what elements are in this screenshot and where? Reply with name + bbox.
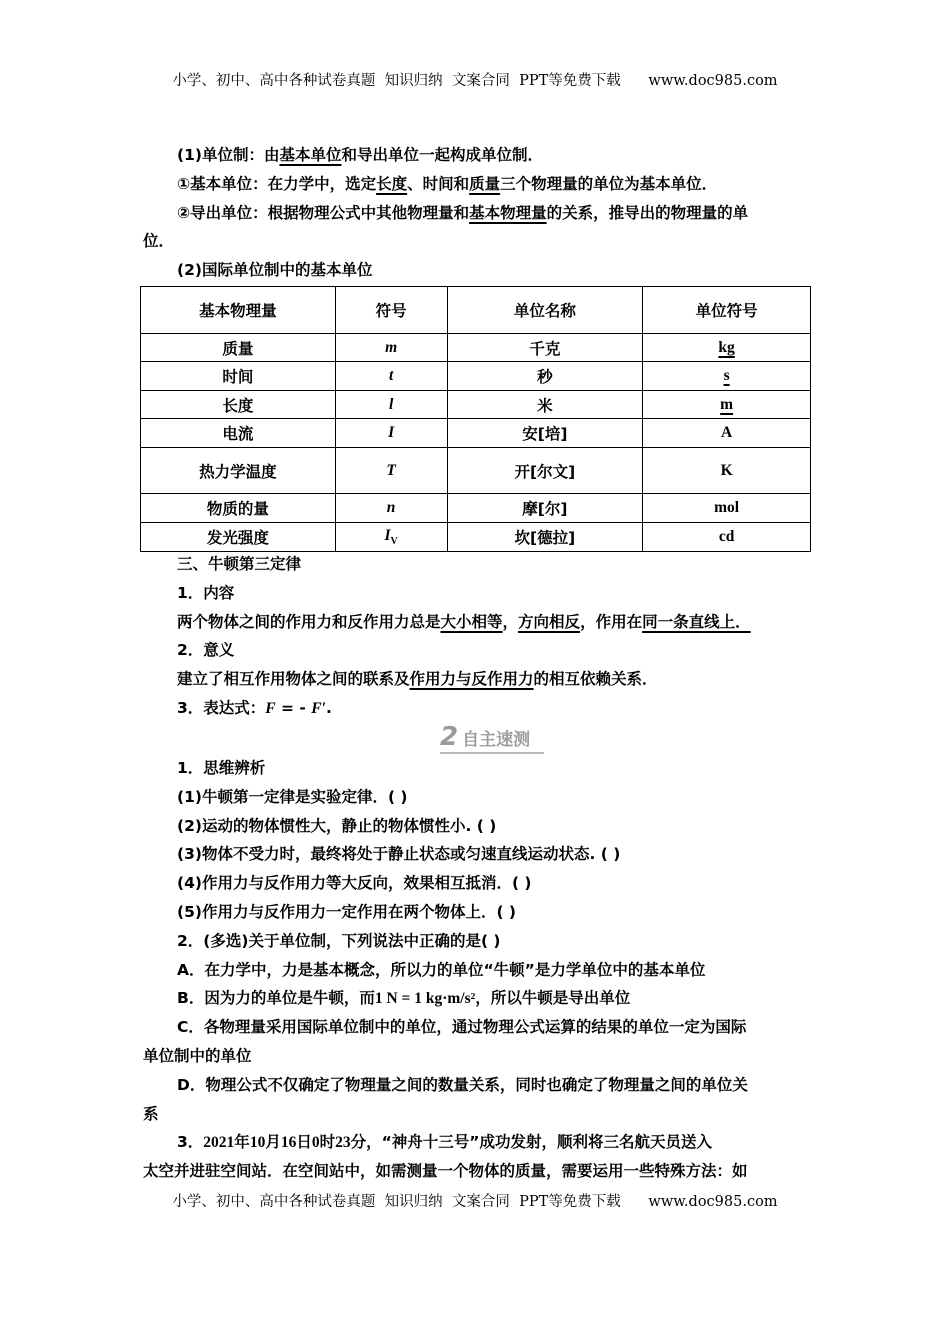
text-line [143,608,811,637]
text-segment: (2)国际单位制中的基本单位 [177,261,373,280]
unit-name-cell-text: 开[尔文] [514,462,576,481]
unit-name-cell-text: 坎[德拉] [514,529,576,547]
text-line [143,783,811,812]
unit-symbol-cell [643,523,811,552]
unit-symbol-cell [643,494,811,523]
unit-name-cell [447,448,643,494]
text-segment: ①基本单位：在力学中，选定 [177,174,377,193]
unit-name-cell [447,362,643,391]
underlined-answer: 质量 [469,174,501,193]
text-segment: 系 [143,1104,159,1123]
text-segment: 1 N = 1 kg·m/s² [374,990,476,1008]
unit-symbol-cell-text: m [720,395,734,413]
unit-name-cell [447,494,643,523]
underlined-answer: 基本物理量 [469,203,547,222]
table-row [141,419,811,448]
column-header: 符号 [335,287,447,334]
text-line [143,665,811,694]
unit-symbol-cell [643,391,811,419]
underlined-answer: 长度 [376,174,408,193]
text-segment: 位． [143,232,175,251]
si-base-units-table [140,286,811,552]
unit-name-cell-text: 摩[尔] [522,500,568,518]
text-segment: 10 [249,1134,266,1152]
text-segment: ，所以牛顿是导出单位 [475,989,631,1008]
text-line [143,1157,811,1186]
symbol-cell-text: I [384,526,391,544]
column-header: 单位名称 [447,287,643,334]
unit-name-cell [447,391,643,419]
text-line [143,984,811,1013]
symbol-cell [335,419,447,448]
text-segment: A．在力学中，力是基本概念，所以力的单位“牛顿”是力学单位中的基本单位 [177,960,706,979]
symbol-cell-text: T [386,461,396,479]
text-segment: 3． [177,1133,204,1152]
quantity-cell [141,362,336,391]
symbol-cell-text: t [388,367,394,384]
text-segment: 日 [296,1133,312,1152]
unit-symbol-cell-text: cd [718,528,735,545]
symbol-cell-text: l [388,395,394,413]
text-segment: (2)运动的物体惯性大，静止的物体惯性小. ( ) [177,816,497,835]
newton-third-law-section [143,550,811,723]
quantity-cell [141,391,336,419]
symbol-subscript: V [390,536,398,548]
text-line [143,141,811,170]
quantity-cell-text: 发光强度 [206,529,269,547]
unit-name-cell [447,334,643,362]
badge-number: 2 [440,722,459,752]
underlined-answer: 基本单位 [279,146,342,164]
unit-symbol-cell [643,362,811,391]
table-header-row [141,287,811,334]
text-segment: (1)牛顿第一定律是实验定律．( ) [177,787,408,806]
symbol-cell-text: I [388,424,395,441]
quantity-cell-text: 热力学温度 [199,462,277,481]
text-segment: (5)作用力与反作用力一定作用在两个物体上．( ) [177,902,517,921]
text-segment: ②导出单位：根据物理公式中其他物理量和 [177,203,470,222]
quantity-cell-text: 长度 [222,396,254,415]
symbol-cell [335,523,447,552]
text-line [143,1128,811,1157]
text-line [143,1071,811,1100]
text-segment: 单位制中的单位 [143,1046,252,1065]
text-line [143,579,811,608]
column-header: 单位符号 [643,287,811,334]
badge-title: 自主速测 [462,730,531,750]
page-footer: 小学、初中、高中各种试卷真题 知识归纳 文案合同 PPT等免费下载 www.doc985.com [172,1194,778,1210]
symbol-cell [335,391,447,419]
text-segment: = - [275,698,312,717]
quantity-cell [141,419,336,448]
underlined-answer: 大小相等 [440,612,503,631]
text-segment: 2．(多选)关于单位制，下列说法中正确的是( ) [177,931,501,950]
text-segment: 的相互依赖关系． [533,670,658,689]
text-segment: 1．思维辨析 [177,759,266,777]
quantity-cell [141,494,336,523]
unit-name-cell-text: 米 [537,396,553,415]
symbol-cell-text: m [385,338,398,356]
text-line [143,754,811,783]
text-segment: 三个物理量的单位为基本单位． [500,174,718,193]
unit-symbol-cell-text: kg [718,338,735,356]
unit-symbol-cell-text: A [721,424,733,441]
unit-symbol-cell-text: s [723,367,730,384]
text-segment: 2021 [203,1134,235,1152]
text-segment: F [265,699,276,717]
page-header: 小学、初中、高中各种试卷真题 知识归纳 文案合同 PPT等免费下载 www.doc985.com [172,73,778,89]
text-line [143,869,811,898]
symbol-cell [335,494,447,523]
text-segment: B．因为力的单位是牛顿，而 [177,989,375,1008]
unit-symbol-cell-text: mol [714,499,740,516]
unit-name-cell-text: 千克 [529,339,561,358]
self-test-section [143,754,811,1186]
text-segment: (3)物体不受力时，最终将处于静止状态或匀速直线运动状态. ( ) [177,845,621,864]
quantity-cell [141,334,336,362]
symbol-cell [335,448,447,494]
text-segment: F′ [311,699,326,717]
text-line [143,199,811,228]
text-line [143,898,811,927]
text-segment: 两个物体之间的作用力和反作用力总是 [177,612,441,631]
text-segment: C．各物理量采用国际单位制中的单位，通过物理公式运算的结果的单位一定为国际 [177,1018,747,1037]
text-line [143,636,811,665]
table-row [141,523,811,552]
text-segment: 23 [335,1134,351,1152]
text-line [143,1013,811,1042]
text-segment: 和导出单位一起构成单位制． [341,146,543,164]
text-segment: 2．意义 [177,641,235,660]
units-section [143,141,811,285]
text-line [143,1100,811,1129]
table-row [141,334,811,362]
text-segment: D．物理公式不仅确定了物理量之间的数量关系，同时也确定了物理量之间的单位关 [177,1075,748,1094]
quantity-cell-text: 质量 [222,339,254,358]
underlined-answer: 同一条直线上． [642,612,751,631]
underlined-answer: 方向相反 [518,612,581,631]
table-row [141,494,811,523]
text-line [143,956,811,985]
self-test-badge [440,722,544,754]
quantity-cell-text: 电流 [222,425,254,443]
symbol-cell [335,362,447,391]
text-line [143,550,811,579]
text-segment: 建立了相互作用物体之间的联系及 [177,670,410,689]
unit-name-cell-text: 秒 [537,368,553,386]
unit-symbol-cell [643,334,811,362]
text-line [143,227,811,256]
quantity-cell [141,523,336,552]
unit-symbol-cell-text: K [720,461,733,479]
unit-name-cell [447,523,643,552]
table-row [141,362,811,391]
text-segment: 太空并进驻空间站．在空间站中，如需测量一个物体的质量，需要运用一些特殊方法：如 [143,1162,748,1181]
text-line [143,1042,811,1071]
text-segment: 0 [311,1134,320,1152]
text-segment: 时 [319,1133,336,1152]
symbol-cell-text: n [386,499,396,516]
text-segment: 3．表达式： [177,698,266,717]
unit-symbol-cell [643,419,811,448]
text-line [143,840,811,869]
symbol-cell [335,334,447,362]
text-segment: (1)单位制：由 [177,146,280,164]
text-line [143,256,811,285]
quantity-cell-text: 时间 [222,368,254,386]
table-row [141,448,811,494]
text-line [143,170,811,199]
unit-name-cell [447,419,643,448]
text-segment: 1．内容 [177,583,235,602]
text-line [143,927,811,956]
text-segment: ， [502,612,519,631]
text-line [143,812,811,841]
text-segment: 三、牛顿第三定律 [177,555,302,573]
table-row [141,391,811,419]
unit-symbol-cell [643,448,811,494]
text-segment: 分，“神舟十三号”成功发射，顺利将三名航天员送入 [350,1133,712,1152]
text-segment: (4)作用力与反作用力等大反向，效果相互抵消．( ) [177,874,532,893]
underlined-answer: 作用力与反作用力 [409,670,534,689]
text-segment: 月 [265,1133,281,1152]
text-segment: 、时间和 [407,174,470,193]
text-segment: 年 [234,1133,250,1152]
quantity-cell-text: 物质的量 [206,500,269,518]
column-header: 基本物理量 [141,287,336,334]
text-segment: ，作用在 [580,612,643,631]
text-segment: 16 [280,1134,297,1152]
unit-name-cell-text: 安[培] [522,425,568,443]
text-segment: . [325,698,332,717]
text-segment: 的关系，推导出的物理量的单 [546,203,749,222]
text-line [143,694,811,723]
quantity-cell [141,448,336,494]
